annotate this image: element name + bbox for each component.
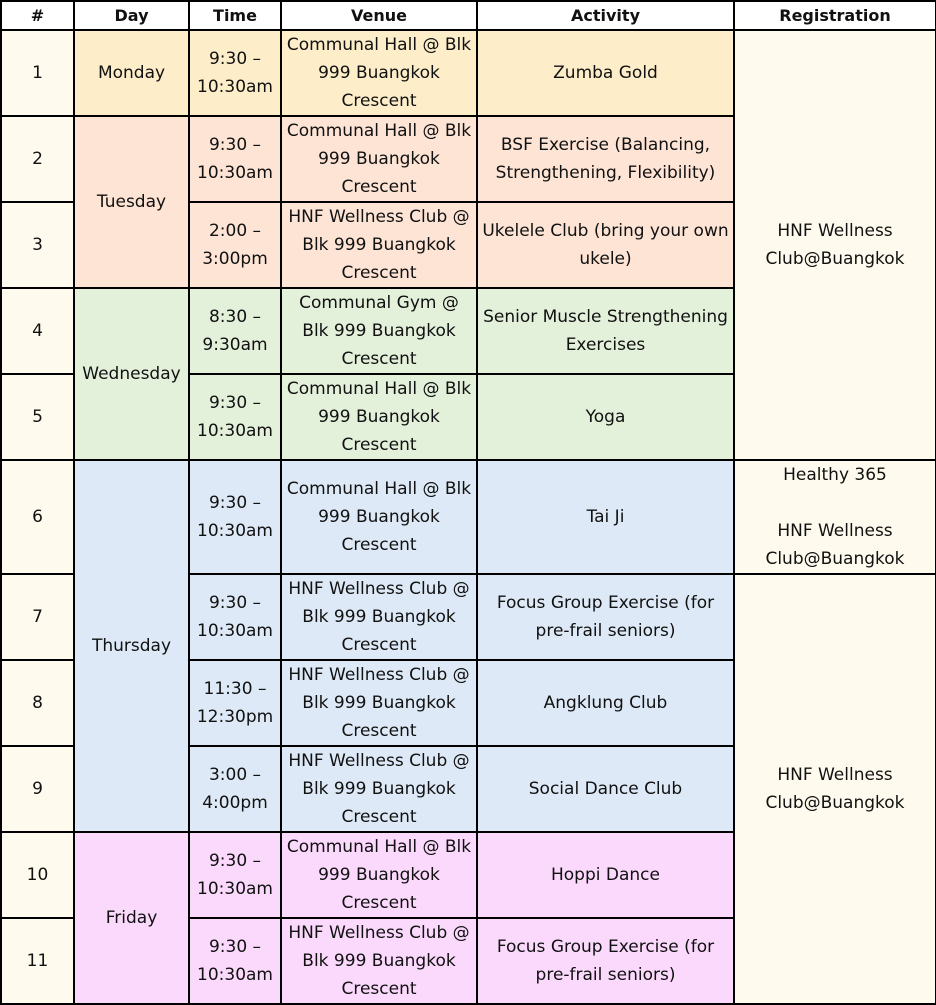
header-day: Day bbox=[74, 1, 189, 30]
venue-cell: HNF Wellness Club @ Blk 999 Buangkok Crescent bbox=[281, 918, 477, 1004]
activity-cell: Focus Group Exercise (for pre-frail seniors) bbox=[477, 574, 734, 660]
venue-cell: Communal Hall @ Blk 999 Buangkok Crescent bbox=[281, 374, 477, 460]
row-number: 8 bbox=[1, 660, 74, 746]
registration-healthy365: Healthy 365 bbox=[783, 465, 887, 485]
header-activity: Activity bbox=[477, 1, 734, 30]
venue-cell: Communal Hall @ Blk 999 Buangkok Crescent bbox=[281, 460, 477, 574]
venue-cell: Communal Hall @ Blk 999 Buangkok Crescent bbox=[281, 30, 477, 116]
activity-cell: Tai Ji bbox=[477, 460, 734, 574]
activity-cell: Hoppi Dance bbox=[477, 832, 734, 918]
day-tuesday: Tuesday bbox=[74, 116, 189, 288]
row-number: 10 bbox=[1, 832, 74, 918]
registration-hnf: HNF Wellness Club@Buangkok bbox=[765, 521, 905, 569]
row-number: 9 bbox=[1, 746, 74, 832]
time-cell: 9:30 – 10:30am bbox=[189, 460, 281, 574]
activity-cell: Ukelele Club (bring your own ukele) bbox=[477, 202, 734, 288]
row-number: 6 bbox=[1, 460, 74, 574]
time-cell: 9:30 – 10:30am bbox=[189, 832, 281, 918]
activity-cell: Senior Muscle Strengthening Exercises bbox=[477, 288, 734, 374]
header-time: Time bbox=[189, 1, 281, 30]
activity-cell: Zumba Gold bbox=[477, 30, 734, 116]
time-cell: 9:30 – 10:30am bbox=[189, 116, 281, 202]
header-registration: Registration bbox=[734, 1, 936, 30]
venue-cell: Communal Gym @ Blk 999 Buangkok Crescent bbox=[281, 288, 477, 374]
activity-cell: Social Dance Club bbox=[477, 746, 734, 832]
activity-cell: Yoga bbox=[477, 374, 734, 460]
registration-cell: HNF Wellness Club@Buangkok bbox=[734, 30, 936, 460]
day-monday: Monday bbox=[74, 30, 189, 116]
row-number: 5 bbox=[1, 374, 74, 460]
day-thursday: Thursday bbox=[74, 460, 189, 832]
time-cell: 2:00 – 3:00pm bbox=[189, 202, 281, 288]
header-number: # bbox=[1, 1, 74, 30]
venue-cell: HNF Wellness Club @ Blk 999 Buangkok Crescent bbox=[281, 660, 477, 746]
time-cell: 9:30 – 10:30am bbox=[189, 30, 281, 116]
time-cell: 3:00 – 4:00pm bbox=[189, 746, 281, 832]
time-cell: 9:30 – 10:30am bbox=[189, 918, 281, 1004]
venue-cell: HNF Wellness Club @ Blk 999 Buangkok Crescent bbox=[281, 202, 477, 288]
row-number: 3 bbox=[1, 202, 74, 288]
row-number: 2 bbox=[1, 116, 74, 202]
registration-cell bbox=[734, 460, 936, 574]
time-cell: 9:30 – 10:30am bbox=[189, 374, 281, 460]
registration-cell: HNF Wellness Club@Buangkok bbox=[734, 574, 936, 1004]
venue-cell: Communal Hall @ Blk 999 Buangkok Crescent bbox=[281, 116, 477, 202]
header-venue: Venue bbox=[281, 1, 477, 30]
time-cell: 8:30 – 9:30am bbox=[189, 288, 281, 374]
table-row bbox=[1, 30, 936, 116]
activity-cell: BSF Exercise (Balancing, Strengthening, Flexibility) bbox=[477, 116, 734, 202]
time-cell: 11:30 – 12:30pm bbox=[189, 660, 281, 746]
venue-cell: HNF Wellness Club @ Blk 999 Buangkok Crescent bbox=[281, 574, 477, 660]
row-number: 7 bbox=[1, 574, 74, 660]
activity-cell: Angklung Club bbox=[477, 660, 734, 746]
day-wednesday: Wednesday bbox=[74, 288, 189, 460]
table-row bbox=[1, 460, 936, 574]
header-row bbox=[1, 1, 936, 30]
venue-cell: HNF Wellness Club @ Blk 999 Buangkok Crescent bbox=[281, 746, 477, 832]
row-number: 4 bbox=[1, 288, 74, 374]
venue-cell: Communal Hall @ Blk 999 Buangkok Crescent bbox=[281, 832, 477, 918]
day-friday: Friday bbox=[74, 832, 189, 1004]
row-number: 1 bbox=[1, 30, 74, 116]
row-number: 11 bbox=[1, 918, 74, 1004]
activity-cell: Focus Group Exercise (for pre-frail seniors) bbox=[477, 918, 734, 1004]
time-cell: 9:30 – 10:30am bbox=[189, 574, 281, 660]
